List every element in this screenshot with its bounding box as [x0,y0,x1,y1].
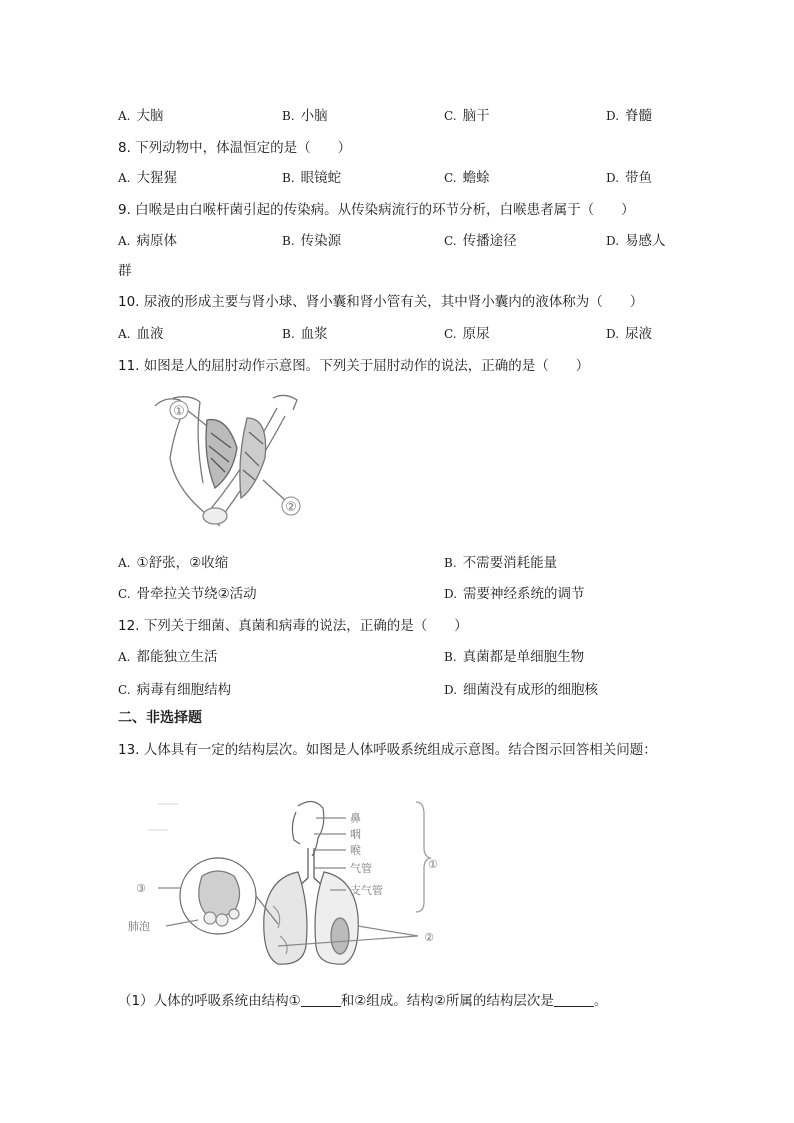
q9-stem: 9. 白喉是由白喉杆菌引起的传染病。从传染病流行的环节分析，白喉患者属于（ ） [118,202,635,218]
fig13-label-pharynx: 咽 [350,828,361,841]
q11-options-row2 [118,582,684,604]
q9-option-a[interactable]: A. 病原体 [118,233,177,249]
q9-option-c[interactable]: C. 传播途径 [444,233,517,249]
q10-option-c[interactable]: C. 原尿 [444,326,490,342]
section-heading: 二、非选择题 [118,710,202,726]
fig13-label-nose: 鼻 [350,812,361,825]
q8-option-a[interactable]: A. 大猩猩 [118,170,177,186]
q8-stem: 8. 下列动物中，体温恒定的是（ ） [118,140,352,156]
q13-sub1-text-b: 和②组成。结构②所属的结构层次是 [340,993,554,1009]
q11-option-d[interactable]: D. 需要神经系统的调节 [444,586,585,602]
q12-option-d[interactable]: D. 细菌没有成形的细胞核 [444,682,599,698]
q11-stem: 11. 如图是人的屈肘动作示意图。下列关于屈肘动作的说法，正确的是（ ） [118,358,590,374]
q10-option-b[interactable]: B. 血浆 [282,326,328,342]
q13-subquestion-1 [118,989,607,1009]
fig13-label-trachea: 气管 [350,862,372,875]
fig13-label-bronchus: 支气管 [350,884,383,897]
q10-stem: 10. 尿液的形成主要与肾小球、肾小囊和肾小管有关，其中肾小囊内的液体称为（ ） [118,294,644,310]
q13-sub1-text-c: 。 [593,993,608,1009]
fig13-label-2: ② [424,931,434,944]
q7-option-d[interactable]: D. 脊髓 [606,108,653,124]
fig13-label-alveolus: 肺泡 [128,920,150,933]
q11-option-a[interactable]: A. ①舒张，②收缩 [118,555,229,571]
q9-option-d-wrap: 群 [118,263,132,279]
q13-blank-1[interactable] [301,992,341,1007]
q13-sub1-text-a: （1）人体的呼吸系统由结构① [118,993,301,1009]
respiratory-system-figure [118,796,448,976]
q12-option-b[interactable]: B. 真菌都是单细胞生物 [444,649,585,665]
q12-options-row1 [118,645,684,667]
q8-option-b[interactable]: B. 眼镜蛇 [282,170,342,186]
q9-option-d[interactable]: D. 易感人 [606,233,666,249]
q11-options-row1 [118,551,684,573]
fig11-label-1: ① [173,404,185,419]
q8-option-c[interactable]: C. 蟾蜍 [444,170,490,186]
q12-stem: 12. 下列关于细菌、真菌和病毒的说法，正确的是（ ） [118,618,468,634]
q11-option-c[interactable]: C. 骨牵拉关节绕②活动 [118,586,257,602]
q9-options [118,229,684,251]
fig11-label-2: ② [285,500,297,515]
q12-options-row2 [118,678,684,700]
q12-option-a[interactable]: A. 都能独立生活 [118,649,218,665]
q10-option-a[interactable]: A. 血液 [118,326,164,342]
q13-blank-2[interactable] [554,992,594,1007]
q7-option-b[interactable]: B. 小脑 [282,108,328,124]
fig13-label-3: ③ [136,882,146,895]
elbow-flexion-figure [145,388,305,533]
q10-option-d[interactable]: D. 尿液 [606,326,653,342]
q10-options [118,322,684,344]
q11-option-b[interactable]: B. 不需要消耗能量 [444,555,558,571]
q7-options [118,104,684,126]
q7-option-a[interactable]: A. 大脑 [118,108,164,124]
q13-stem: 13. 人体具有一定的结构层次。如图是人体呼吸系统组成示意图。结合图示回答相关问题： [118,742,657,758]
fig13-label-larynx: 喉 [350,844,361,857]
q8-option-d[interactable]: D. 带鱼 [606,170,653,186]
q8-options [118,166,684,188]
q12-option-c[interactable]: C. 病毒有细胞结构 [118,682,232,698]
q7-option-c[interactable]: C. 脑干 [444,108,490,124]
fig13-label-1: ① [428,858,438,871]
q9-option-b[interactable]: B. 传染源 [282,233,342,249]
